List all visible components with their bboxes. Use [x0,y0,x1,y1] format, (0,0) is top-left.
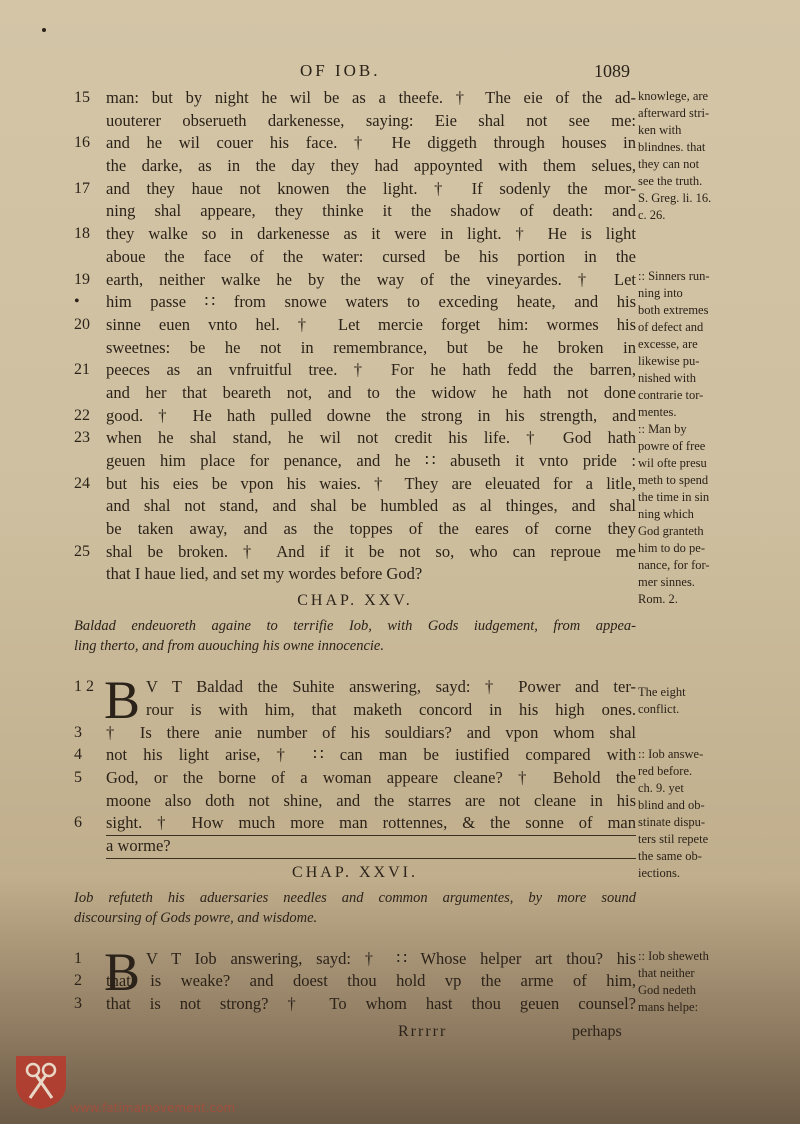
margin-note-line: stinate dispu- [638,815,706,829]
verse-text: rour is with him, that maketh concord in his high ones. [146,699,636,719]
text-line [74,970,636,993]
text-line [74,291,636,314]
margin-note-line: ken with [638,123,682,137]
chapter-25-argument-line: ling therto, and from auouching his owne innocencie. [74,638,384,655]
verse-text: V T Iob answering, sayd: † ∷ Whose helper art thou? his [146,948,636,968]
text-line [74,744,636,767]
verse-text: the darke, as in the day they had appoynted with them selues, [106,156,636,176]
chapter-26-argument-line: discoursing of Gods powre, and wisdome. [74,909,318,926]
verse-number: 3 [74,995,82,1012]
verse-text: peeces as an vnfruitful tree. † For he hath fedd the barren, [106,360,636,380]
verse-text: when he shal stand, he wil not credit his life. † God hath [106,428,636,448]
margin-note-line: contrarie tor- [638,388,704,402]
margin-note-line: Rom. 2. [638,592,678,606]
verse-number: 15 [74,89,90,106]
margin-note-line: nished with [638,371,696,385]
margin-note-line: afterward stri- [638,106,710,120]
signature-mark: Rrrrrr [398,1023,448,1040]
job-24-text [74,87,636,586]
verse-number: 18 [74,225,90,243]
verse-number: 16 [74,134,90,152]
verse-text: sight. † How much more man rottennes, & the sonne of man [106,812,636,836]
verse-number: 19 [74,270,90,288]
verse-number: 1 [74,949,82,967]
chapter-25-text [74,722,636,858]
margin-note-line: the same ob- [638,849,702,863]
text-line [74,767,636,790]
margin-note-line: :: Iob answe- [638,747,704,761]
margin-note-line: :: Iob sheweth [638,949,709,963]
text-line [74,359,636,382]
ink-speck [42,28,46,32]
text-line [74,699,636,722]
drop-capital: B [104,941,141,1002]
verse-number: 20 [74,315,90,333]
verse-number: 23 [74,429,90,447]
drop-capital: B [104,670,141,731]
verse-text: moone also doth not shine, and the starres are not cleane in his [106,790,636,810]
verse-number: 3 [74,723,82,741]
text-line [74,473,636,496]
text-line [74,993,636,1016]
margin-note-line: mans helpe: [638,1000,699,1014]
margin-note-iob-answered [638,746,766,882]
verse-text: but his eies be vpon his waies. † They are eleuated for a litle, [106,473,636,493]
margin-note-line: c. 26. [638,208,666,222]
verse-text: aboue the face of the water: cursed be his portion in the [106,246,636,266]
margin-note-line: conflict. [638,702,680,716]
verse-text: that is not strong? † To whom hast thou geuen counsel? [106,994,636,1013]
verse-number: • [74,293,80,311]
text-line [74,790,636,813]
margin-note-conflict [638,684,766,718]
text-line [74,427,636,450]
verse-text: that is weake? and doest thou hold vp the arme of him, [106,971,636,991]
verse-text: and he wil couer his face. † He diggeth through houses in [106,133,636,153]
watermark: www.fatimamovement.com [70,1101,236,1115]
margin-note-line: excesse, are [638,337,698,351]
text-line [74,337,636,360]
margin-note-sinners [638,268,766,608]
text-line [74,110,636,133]
text-line [74,200,636,223]
catchword: perhaps [572,1023,622,1040]
margin-note-line: knowlege, are [638,89,709,103]
verse-number: 2 [74,972,82,990]
verse-text: ning shal appeare, they thinke it the shadow of death: and [106,201,636,221]
text-line [74,155,636,178]
margin-note-line: meth to spend [638,473,709,487]
verse-text: him passe ∷ from snowe waters to exceding heate, and his [106,292,636,312]
verse-text: V T Baldad the Suhite answering, sayd: † Power and ter- [146,677,636,697]
chapter-26-text [74,970,636,1015]
chapter-26-argument-line: Iob refuteth his aduersaries needles and common argumentes, by more sound [74,889,636,906]
text-line [74,223,636,246]
main-text-column [74,87,636,1016]
margin-note-line: that neither [638,966,695,980]
verse-text: they walke so in darkenesse as it were in light. † He is light [106,224,636,244]
verse-text: and her that beareth not, and to the widow he hath not done [106,382,636,402]
page-number: 1089 [594,61,630,81]
verse-text: geuen him place for penance, and he ∷ abuseth it vnto pride : [106,451,636,470]
verse-text: not his light arise, † ∷ can man be iustified compared with [106,745,636,765]
margin-note-line: iections. [638,866,681,880]
text-line [74,518,636,541]
text-line [74,835,636,858]
text-line [74,563,636,586]
margin-note-line: The eight [638,685,686,699]
text-line [74,812,636,835]
margin-note-line: :: Man by [638,422,687,436]
verse-text: sinne euen vnto hel. † Let mercie forget him: wormes his [106,314,636,334]
margin-note-line: likewise pu- [638,354,700,368]
verse-text: that I haue lied, and set my wordes before God? [106,564,423,584]
verse-number: 6 [74,814,82,832]
text-line [74,246,636,269]
margin-note-line: blindnes. that [638,140,706,154]
margin-note-line: God nedeth [638,983,696,997]
text-line [74,269,636,292]
margin-note-line: :: Sinners run- [638,269,710,283]
text-line [74,178,636,201]
margin-note-line: ning which [638,507,694,521]
margin-note-line: wil ofte presu [638,456,707,470]
verse-number: 25 [74,542,90,560]
margin-note-line: God granteth [638,524,704,538]
verse-text: shal be broken. † And if it be not so, who can reproue me [106,541,636,561]
margin-note-line: the time in sin [638,490,710,504]
papal-keys-emblem-icon [14,1054,68,1110]
margin-note-mans-helpe [638,948,766,1016]
verse-text: † Is there anie number of his souldiars? and vpon whom shal [106,722,636,742]
margin-note-line: mer sinnes. [638,575,695,589]
verse-text: man: but by night he wil be as a theefe. † The eie of the ad- [106,88,636,107]
text-line [74,722,636,745]
text-line [74,541,636,564]
text-line [74,405,636,428]
verse-text: be taken away, and as the toppes of the eares of corne they [106,519,636,539]
margin-note-line: ning into [638,286,683,300]
text-line [74,450,636,473]
text-line [74,382,636,405]
margin-note-blindness [638,88,766,224]
chapter-25-argument-line: Baldad endeuoreth againe to terrifie Iob, with Gods iudgement, from appea- [74,618,636,635]
verse-text: and shal not stand, and shal be humbled as al thinges, and shal [106,496,636,516]
running-head [290,61,630,85]
verse-text: good. † He hath pulled downe the strong in his strength, and [106,405,636,425]
margin-note-line: both extremes [638,303,709,317]
text-line [74,132,636,155]
margin-note-line: nance, for for- [638,558,710,572]
verse-number: 4 [74,746,82,764]
margin-note-line: ch. 9. yet [638,781,684,795]
verse-text: earth, neither walke he by the way of the vineyardes. † Let [106,269,636,289]
running-head-title: OF IOB. [300,61,381,80]
verse-number: 24 [74,474,90,492]
margin-note-line: him to do pe- [638,541,706,555]
verse-number: 22 [74,406,90,424]
margin-note-line: red before. [638,764,693,778]
text-line [74,314,636,337]
margin-note-line: they can not [638,157,700,171]
margin-note-line: ters stil repete [638,832,709,846]
verse-number: 5 [74,768,82,786]
verse-text: God, or the borne of a woman appeare cleane? † Behold the [106,767,636,787]
verse-text: a worme? [106,835,636,859]
chapter-26-heading: CHAP. XXVI. [292,863,418,881]
verse-number: 21 [74,361,90,379]
margin-note-line: powre of free [638,439,706,453]
verse-number: 17 [74,179,90,197]
margin-note-line: of defect and [638,320,704,334]
verse-text: sweetnes: be he not in remembrance, but be he broken in [106,337,636,357]
margin-note-line: mentes. [638,405,677,419]
margin-note-line: see the truth. [638,174,703,188]
verse-number: 1 2 [74,678,94,696]
verse-text: and they haue not knowen the light. † If sodenly the mor- [106,178,636,198]
chapter-25-heading: CHAP. XXV. [297,592,413,610]
text-line [74,87,636,110]
margin-note-line: S. Greg. li. 16. [638,191,712,205]
margin-note-line: blind and ob- [638,798,705,812]
verse-text: uouterer obserueth darkenesse, saying: Eie shal not see me: [106,110,636,130]
text-line [74,495,636,518]
